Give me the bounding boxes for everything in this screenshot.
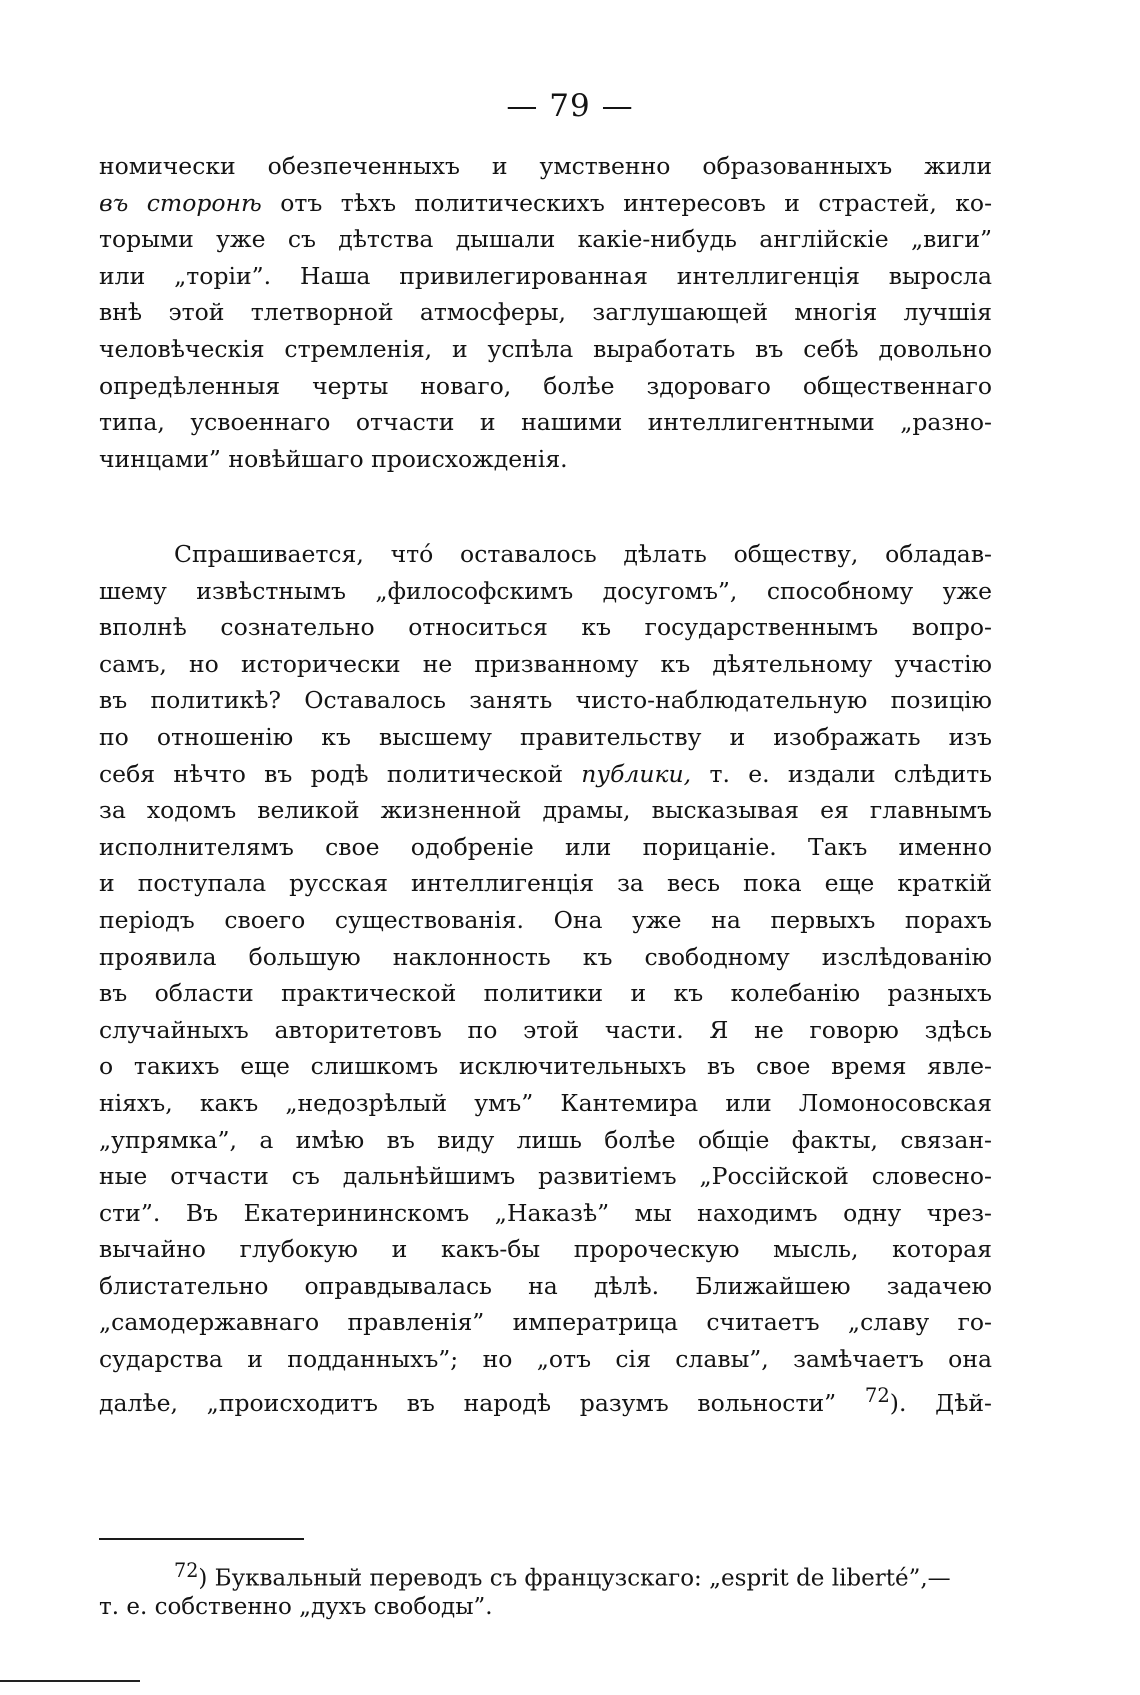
text-line: самъ, но исторически не призванному къ дѣятельному участію (99, 649, 992, 678)
paragraph-2 (99, 536, 992, 1417)
text-line: торыми уже съ дѣтства дышали какіе-нибудь англійскіе „виги” (99, 225, 992, 254)
text-line: исполнителямъ свое одобреніе или порицаніе. Такъ именно (99, 832, 992, 861)
text-fragment: отъ тѣхъ политическихъ интересовъ и страстей, ко- (261, 188, 993, 217)
text-line: по отношенію къ высшему правительству и изображать изъ (99, 722, 992, 751)
page-number: — 79 — (506, 88, 634, 124)
text-line: ніяхъ, какъ „недозрѣлый умъ” Кантемира или Ломоносовская (99, 1088, 992, 1117)
text-line: Спрашивается, что́ оставалось дѣлать обществу, обладав- (174, 540, 992, 568)
text-line: „упрямка”, а имѣю въ виду лишь болѣе общіе факты, связан- (99, 1125, 992, 1154)
text-line: вычайно глубокую и какъ-бы пророческую мысль, которая (99, 1235, 992, 1264)
text-line: и поступала русская интеллигенція за весь пока еще краткій (99, 869, 992, 898)
text-line (99, 185, 992, 222)
footnote-line (99, 1553, 992, 1592)
footnote-divider (99, 1538, 304, 1540)
text-fragment: ). Дѣй- (889, 1388, 992, 1417)
text-line: чинцами” новѣйшаго происхожденія. (99, 444, 568, 473)
text-fragment: себя нѣчто въ родѣ политической (99, 759, 582, 788)
text-line: въ области практической политики и къ колебанію разныхъ (99, 979, 992, 1008)
text-line: блистательно оправдывалась на дѣлѣ. Ближайшею задачею (99, 1271, 992, 1300)
footnote-marker: 72 (174, 1559, 199, 1582)
text-line: внѣ этой тлетворной атмосферы, заглушающей многія лучшія (99, 298, 992, 327)
footnote (99, 1553, 992, 1625)
text-line: проявила большую наклонность къ свободному изслѣдованію (99, 942, 992, 971)
text-line: сударства и подданныхъ”; но „отъ сія славы”, замѣчаетъ она (99, 1345, 992, 1374)
text-fragment: т. е. издали слѣдить (691, 759, 992, 788)
text-line: человѣческія стремленія, и успѣла выработать въ себѣ довольно (99, 334, 992, 363)
text-line: сти”. Въ Екатерининскомъ „Наказѣ” мы находимъ одну чрез- (99, 1198, 992, 1227)
text-line: шему извѣстнымъ „философскимъ досугомъ”, способному уже (99, 576, 992, 605)
paragraph-1 (99, 148, 992, 477)
text-line: опредѣленныя черты новаго, болѣе здороваго общественнаго (99, 371, 992, 400)
italic-phrase: публики, (581, 759, 692, 788)
scan-artifact-line (0, 1680, 140, 1682)
text-line (99, 1378, 992, 1415)
text-line (99, 756, 992, 793)
text-line: типа, усвоеннаго отчасти и нашими интеллигентными „разно- (99, 408, 992, 437)
text-line: случайныхъ авторитетовъ по этой части. Я не говорю здѣсь (99, 1015, 992, 1044)
text-line: за ходомъ великой жизненной драмы, высказывая ея главнымъ (99, 796, 992, 825)
text-line: въ политикѣ? Оставалось занять чисто-наблюдательную позицію (99, 686, 992, 715)
text-line: номически обезпеченныхъ и умственно образованныхъ жили (99, 152, 992, 180)
text-fragment: далѣе, „происходитъ въ народѣ разумъ вольности” (99, 1388, 865, 1417)
text-line: ные отчасти съ дальнѣйшимъ развитіемъ „Россійской словесно- (99, 1162, 992, 1191)
text-line: „самодержавнаго правленія” императрица считаетъ „славу го- (99, 1308, 992, 1337)
text-line: или „торіи”. Наша привилегированная интеллигенція выросла (99, 261, 992, 290)
italic-phrase: въ сторонѣ (99, 188, 262, 217)
text-line: періодъ своего существованія. Она уже на первыхъ порахъ (99, 905, 992, 934)
text-line: вполнѣ сознательно относиться къ государственнымъ вопро- (99, 613, 992, 642)
text-line: о такихъ еще слишкомъ исключительныхъ въ свое время явле- (99, 1052, 992, 1081)
footnote-line: т. е. собственно „духъ свободы”. (99, 1594, 493, 1620)
footnote-reference[interactable]: 72 (864, 1383, 890, 1407)
text-fragment: ) Буквальный переводъ съ французскаго: „esprit de liberté”,— (198, 1565, 951, 1592)
